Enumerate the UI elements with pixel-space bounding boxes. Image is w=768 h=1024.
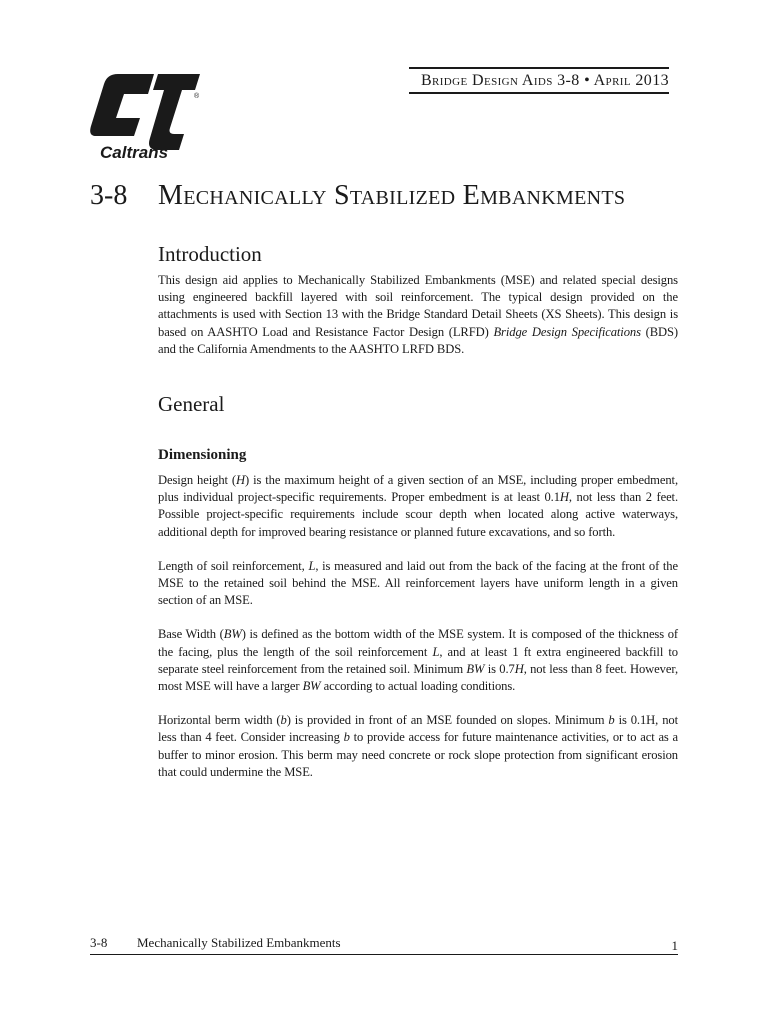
logo-registered-mark: ® [194, 93, 200, 100]
berm-width-paragraph: Horizontal berm width (b) is provided in front of an MSE founded on slopes. Minimum b is 0.1H, not less than 4 feet. Consider increasing b to provide access for future maintenance activities, or to act as a buffer to minor erosion. This berm may need concrete or rock slope protection from significant erosion that could undermine the MSE. [158, 713, 678, 779]
general-heading: General [158, 392, 225, 417]
reinforcement-length-paragraph: Length of soil reinforcement, L, is measured and laid out from the back of the facing at the front of the MSE to the retained soil behind the MSE. All reinforcement layers have uniform length in a given section of an MSE. [158, 558, 678, 608]
running-head: Bridge Design Aids 3-8 • April 2013 [420, 71, 669, 89]
dimensioning-heading: Dimensioning [158, 447, 247, 464]
page-number: 1 [671, 938, 678, 953]
introduction-heading: Introduction [158, 242, 262, 266]
footer-rule [90, 954, 678, 955]
logo-c-shape [90, 74, 154, 136]
footer-section-title: Mechanically Stabilized Embankments [137, 935, 341, 950]
chapter-number: 3-8 [90, 180, 128, 211]
main-content [158, 240, 678, 781]
base-width-paragraph: Base Width (BW) is defined as the bottom width of the MSE system. It is composed of the thickness of the facing, plus the length of the soil reinforcement L, and at least 1 ft extra engineered backfill to separate steel reinforcement from the retained soil. Minimum BW is 0.7H, not less than 8 feet. However, most MSE will have a larger BW according to actual loading conditions. [158, 627, 678, 694]
logo-t-shape [149, 74, 200, 150]
header-rule-bottom [409, 92, 669, 94]
logo-wordmark: Caltrans [100, 143, 169, 162]
chapter-title: Mechanically Stabilized Embankments [158, 180, 626, 211]
caltrans-logo [88, 68, 204, 164]
introduction-paragraph: This design aid applies to Mechanically Stabilized Embankments (MSE) and related special designs using engineered backfill layered with soil reinforcement. The typical design provided on the attachments is used with Section 13 with the Bridge Standard Detail Sheets (XS Sheets). This design is based on AASHTO Load and Resistance Factor Design (LRFD) Bridge Design Specifications (BDS) and the California Amendments to the AASHTO LRFD BDS. [158, 273, 679, 356]
design-height-paragraph: Design height (H) is the maximum height of a given section of an MSE, including proper embedment, plus individual project-specific requirements. Proper embedment is at least 0.1H, not less than 2 feet. Possible project-specific requirements include scour depth when located along active waterways, additional depth for improved bearing resistance or planned future excavations, and so forth. [158, 473, 679, 539]
footer-section-number: 3-8 [90, 935, 108, 950]
